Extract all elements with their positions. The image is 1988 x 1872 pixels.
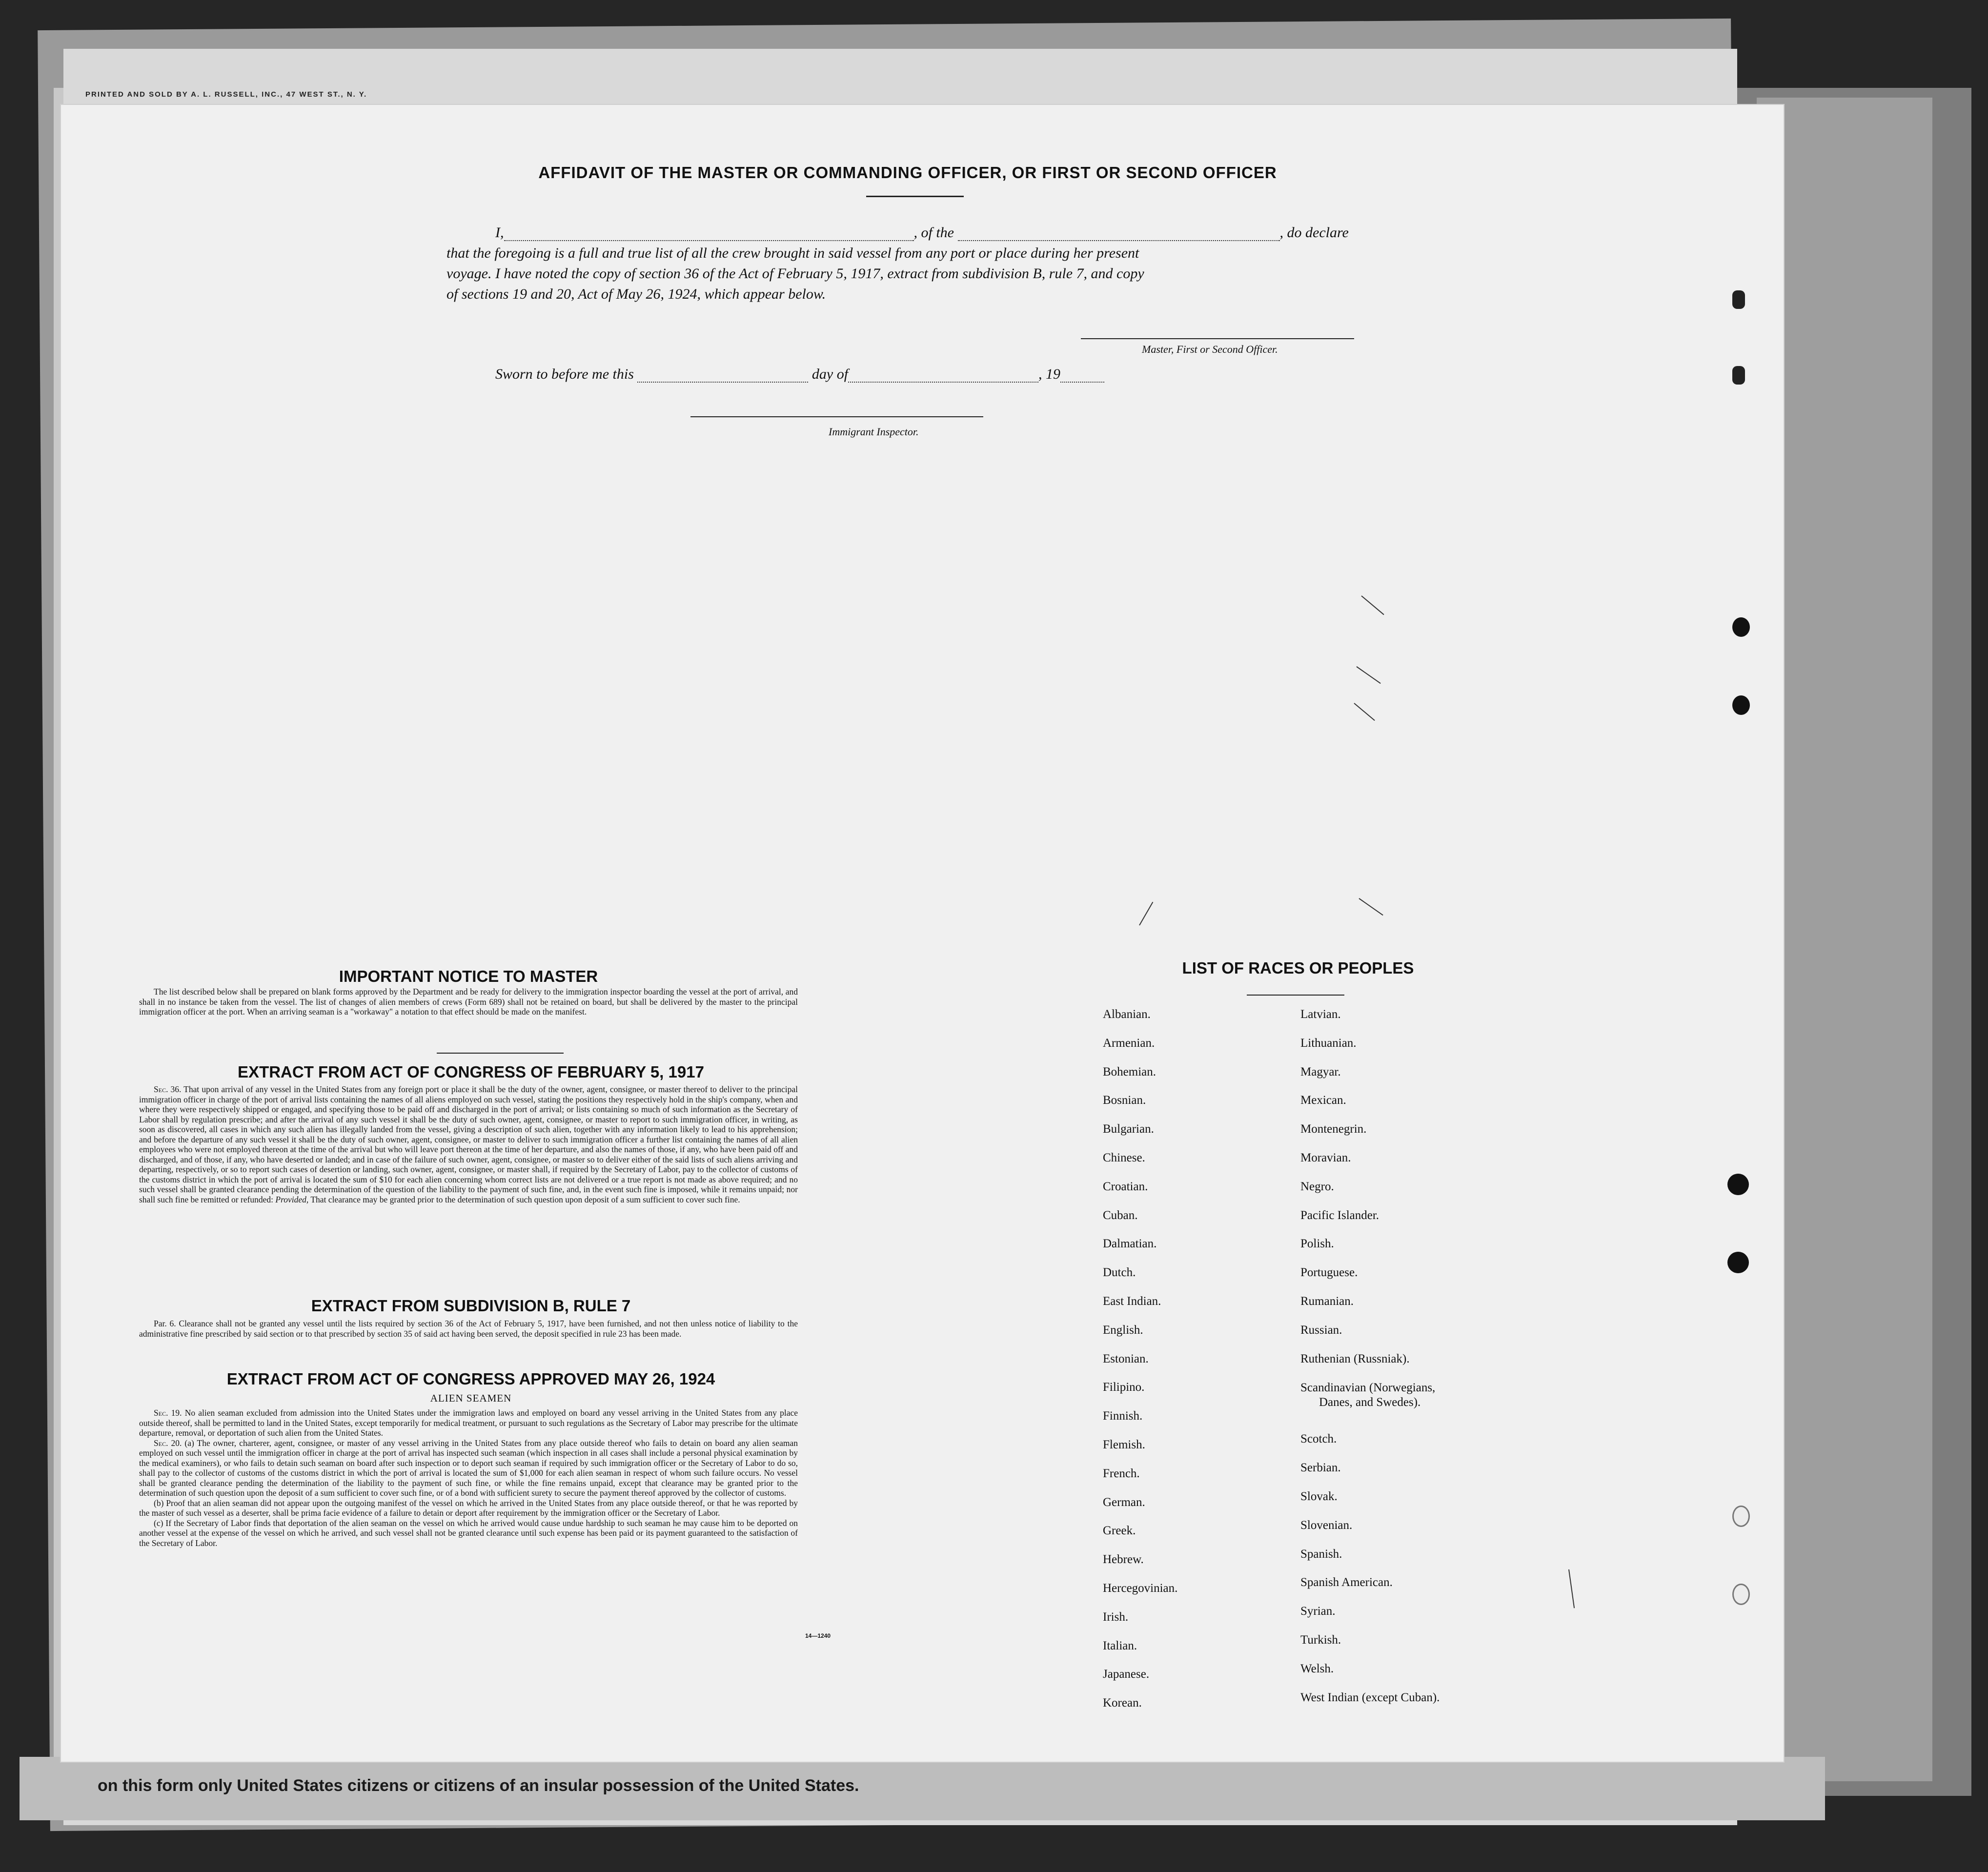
race-item: West Indian (except Cuban). (1300, 1690, 1440, 1704)
affidavit-text: , do declare (1279, 224, 1349, 241)
punch-hole (1732, 1506, 1750, 1527)
race-item: Filipino. (1103, 1381, 1145, 1394)
affidavit-text: I, (495, 224, 504, 241)
notice-text (139, 987, 798, 1017)
vessel-blank[interactable] (958, 233, 1280, 241)
year-blank[interactable] (1060, 375, 1104, 383)
rule7-title: EXTRACT FROM SUBDIVISION B, RULE 7 (311, 1297, 631, 1315)
race-item: Serbian. (1300, 1461, 1341, 1475)
extract-1917-text (139, 1084, 798, 1204)
provided-word: Provided, (275, 1194, 309, 1204)
mark (1361, 595, 1384, 615)
race-item: Flemish. (1103, 1438, 1145, 1451)
race-item: Dutch. (1103, 1266, 1136, 1280)
race-item: English. (1103, 1323, 1143, 1337)
printer-imprint: PRINTED AND SOLD BY A. L. RUSSELL, INC., 47 WEST ST., N. Y. (85, 90, 367, 99)
inspector-label: Immigrant Inspector. (829, 426, 919, 438)
race-item: Latvian. (1300, 1008, 1341, 1021)
races-title: LIST OF RACES OR PEOPLES (1182, 959, 1414, 977)
affidavit-line-2: that the foregoing is a full and true list of all the crew brought in said vessel from any port or place during her present (446, 245, 1139, 261)
section-text: That clearance may be granted prior to the determination of such question upon deposit of a sum sufficient to cover such fine. (308, 1194, 740, 1204)
name-blank[interactable] (504, 233, 914, 241)
race-item: East Indian. (1103, 1294, 1161, 1308)
race-item: Scandinavian (Norwegians, Danes, and Swedes). (1300, 1381, 1436, 1409)
affidavit-title: AFFIDAVIT OF THE MASTER OR COMMANDING OFFICER, OR FIRST OR SECOND OFFICER (538, 163, 1277, 182)
race-item: Cuban. (1103, 1208, 1138, 1222)
race-item: Spanish. (1300, 1547, 1342, 1561)
rule7-paragraph: Par. 6. Clearance shall not be granted any vessel until the lists required by section 36 of the Act of February 5, 1917, have been furnished, and not then unless notice of liability to the administrative fine prescribed by said section or to that prescribed by section 35 of said act having been served, the deposit specified in rule 23 has been made. (139, 1319, 798, 1339)
race-item: Moravian. (1300, 1151, 1351, 1164)
mark (1568, 1569, 1575, 1608)
race-item: Hercegovinian. (1103, 1581, 1178, 1595)
race-item: Albanian. (1103, 1008, 1151, 1021)
race-item: Slovenian. (1300, 1518, 1353, 1532)
signature-label: Master, First or Second Officer. (1142, 343, 1278, 355)
section-label: Sec. 20. (154, 1438, 182, 1448)
race-item: Welsh. (1300, 1662, 1334, 1675)
mark (1354, 703, 1375, 721)
sworn-text: Sworn to before me this (495, 366, 634, 382)
race-item: Scotch. (1300, 1432, 1337, 1446)
race-item: Magyar. (1300, 1065, 1341, 1078)
race-item: Ruthenian (Russniak). (1300, 1352, 1410, 1365)
race-item: Mexican. (1300, 1094, 1346, 1107)
affidavit-line-4: of sections 19 and 20, Act of May 26, 1924, which appear below. (446, 286, 826, 302)
section-text: That upon arrival of any vessel in the United States from any foreign port or place it shall be the duty of the owner, agent, consignee, or master thereof to deliver to the principal immigration officer in charge of the port of arrival lists containing the names of all aliens employed on such vessel, stating the positions they respectively hold in the ship's company, when and where they were respectively shipped or engaged, and specifying those to be paid off and discharged in the port of arrival; or lists containing so much of such information as the Secretary of Labor shall by regulation prescribe; and after the arrival of any such vessel it shall be the duty of such owner, agent, consignee, or master to report to such immigration officer, in writing, as soon as discovered, all cases in which any such alien has illegally landed from the vessel, giving a description of such alien, together with any information likely to lead to his apprehension; and before the departure of any such vessel it shall be the duty of such owner, agent, consignee, or master to deliver to such immigration officer a further list containing the names of all alien employees who were not employed thereon at the time of the arrival but who will leave port thereon at the time of her departure, and also the names of those, if any, who have been paid off and discharged, and of those, if any, who have deserted or landed; and in case of the failure of such owner, agent, consignee, or master so to deliver either of the said lists of such aliens arriving and departing, respectively, or so to report such cases of desertion or landing, such owner, agent, consignee, or master shall, if required by the Secretary of Labor, pay to the collector of customs of the customs district in which the port of arrival is located the sum of $10 for each alien concerning whom correct lists are not delivered or a true report is not made as above required; and no such vessel shall be granted clearance pending the determination of the question of the liability to the payment of such fine, and, in the event such fine is imposed, while it remains unpaid; nor shall such fine be remitted or refunded: (139, 1084, 798, 1204)
race-item: Korean. (1103, 1696, 1142, 1710)
bottom-banner-text: on this form only United States citizens or citizens of an insular possession of the United States. (98, 1776, 859, 1795)
race-item: Portuguese. (1300, 1266, 1358, 1280)
race-item: Polish. (1300, 1237, 1334, 1251)
form-page (61, 105, 1784, 1762)
punch-hole (1727, 1174, 1749, 1195)
race-item: Chinese. (1103, 1151, 1145, 1164)
alien-seamen-heading: ALIEN SEAMEN (430, 1392, 512, 1404)
extract-1924-text (139, 1408, 798, 1548)
punch-hole (1732, 366, 1745, 385)
divider (866, 196, 964, 197)
race-item: Bulgarian. (1103, 1122, 1154, 1136)
punch-hole (1732, 290, 1745, 309)
form-number: 14—1240 (805, 1632, 831, 1639)
mark (1356, 666, 1380, 684)
mark (1139, 902, 1153, 926)
race-item: Greek. (1103, 1524, 1136, 1538)
punch-hole (1727, 1252, 1749, 1273)
race-item: Hebrew. (1103, 1553, 1144, 1567)
race-item: Irish. (1103, 1610, 1129, 1624)
extract-1924-title: EXTRACT FROM ACT OF CONGRESS APPROVED MAY 26, 1924 (226, 1370, 715, 1388)
mark (1359, 898, 1383, 916)
inspector-signature-line[interactable] (690, 416, 983, 417)
affidavit-line-3: voyage. I have noted the copy of section 36 of the Act of February 5, 1917, extract from subdivision B, rule 7, and copy (446, 265, 1144, 282)
month-blank[interactable] (848, 375, 1038, 383)
notice-paragraph: The list described below shall be prepared on blank forms approved by the Department and be ready for delivery to the immigration inspector boarding the vessel at the port of arrival, and shall in no instance be taken from the vessel. The list of changes of alien members of crews (Form 689) shall not be retained on board, but shall be delivered by the master to the principal immigration officer at the port. When an arriving seaman is a "workaway" a notation to that effect should be made on the manifest. (139, 987, 798, 1017)
race-item: Russian. (1300, 1323, 1342, 1337)
section-label: Sec. 36. (154, 1084, 182, 1094)
punch-hole (1732, 1584, 1750, 1605)
punch-hole (1732, 695, 1750, 715)
races-column-1 (1103, 1008, 1177, 1725)
race-item: Rumanian. (1300, 1294, 1354, 1308)
race-item: Turkish. (1300, 1633, 1341, 1647)
section-text: (a) The owner, charterer, agent, consignee, or master of any vessel arriving in the United States from any place outside thereof who fails to detain on board any alien seaman employed on such vessel until the immigration officer in charge at the port of arrival has inspected such seaman (which inspection in all cases shall include a personal physical examination by the medical examiners), or who fails to detain such seaman on board after such inspection or to deport such seaman if required by such immigration officer or the Secretary of Labor to do so, shall pay to the collector of customs of the customs district in which the port of arrival is located the sum of $1,000 for each alien seaman in respect of whom such failure occurs. No vessel shall be granted clearance pending the determination of the liability to the payment of such fine, or while the fine remains unpaid, except that clearance may be granted prior to the determination of such question upon the deposit of a sum sufficient to cover such fine, or of a bond with sufficient surety to secure the payment thereof approved by the collector of customs. (139, 1438, 798, 1498)
section-text: No alien seaman excluded from admission into the United States under the immigration laws and employed on board any vessel arriving in the United States from any place outside thereof, shall be permitted to land in the United States, except temporarily for medical treatment, or pursuant to such regulations as the Secretary of Labor may prescribe for the ultimate departure, removal, or deportation of such alien from the United States. (139, 1408, 798, 1438)
race-item: French. (1103, 1466, 1140, 1480)
section-text: (c) If the Secretary of Labor finds that deportation of the alien seaman on the vessel on which he arrived would cause undue hardship to such seaman he may cause him to be deported on another vessel at the expense of the vessel on which he arrived, and such vessel shall not be granted clearance until such expense has been paid or its payment guaranteed to the satisfaction of the Secretary of Labor. (139, 1518, 798, 1548)
affidavit-line-1 (495, 224, 1349, 241)
race-item: Syrian. (1300, 1605, 1336, 1618)
race-item: Japanese. (1103, 1668, 1150, 1681)
notice-title: IMPORTANT NOTICE TO MASTER (339, 967, 598, 985)
race-item: Slovak. (1300, 1489, 1338, 1503)
signature-line[interactable] (1081, 338, 1354, 339)
section-text: (b) Proof that an alien seaman did not appear upon the outgoing manifest of the vessel on which he arrived in the United States from any place outside thereof, or that he was reported by the master of such vessel as a deserter, shall be prima facie evidence of a failure to detain or deport after requirement by the immigration officer or the Secretary of Labor. (139, 1498, 798, 1518)
affidavit-text: , of the (913, 224, 954, 241)
sworn-text: day of (811, 366, 849, 382)
race-item: Pacific Islander. (1300, 1208, 1379, 1222)
sworn-text: , 19 (1038, 366, 1061, 382)
race-item: Italian. (1103, 1639, 1137, 1652)
race-item: Dalmatian. (1103, 1237, 1157, 1251)
races-column-2 (1300, 1008, 1440, 1719)
race-item: Montenegrin. (1300, 1122, 1367, 1136)
punch-hole (1732, 617, 1750, 637)
race-item: German. (1103, 1495, 1145, 1509)
race-item: Armenian. (1103, 1036, 1155, 1050)
sworn-line (495, 366, 1104, 383)
race-item: Finnish. (1103, 1409, 1143, 1423)
divider (437, 1053, 564, 1054)
rule7-text (139, 1319, 798, 1339)
race-item: Spanish American. (1300, 1576, 1393, 1589)
race-item: Negro. (1300, 1180, 1334, 1193)
section-label: Sec. 19. (154, 1408, 182, 1418)
day-blank[interactable] (637, 375, 808, 383)
race-item: Bosnian. (1103, 1094, 1146, 1107)
extract-1917-title: EXTRACT FROM ACT OF CONGRESS OF FEBRUARY 5, 1917 (238, 1063, 704, 1081)
race-item: Lithuanian. (1300, 1036, 1357, 1050)
race-item: Bohemian. (1103, 1065, 1156, 1078)
race-item: Estonian. (1103, 1352, 1149, 1365)
divider (1247, 995, 1344, 996)
race-item: Croatian. (1103, 1180, 1148, 1193)
